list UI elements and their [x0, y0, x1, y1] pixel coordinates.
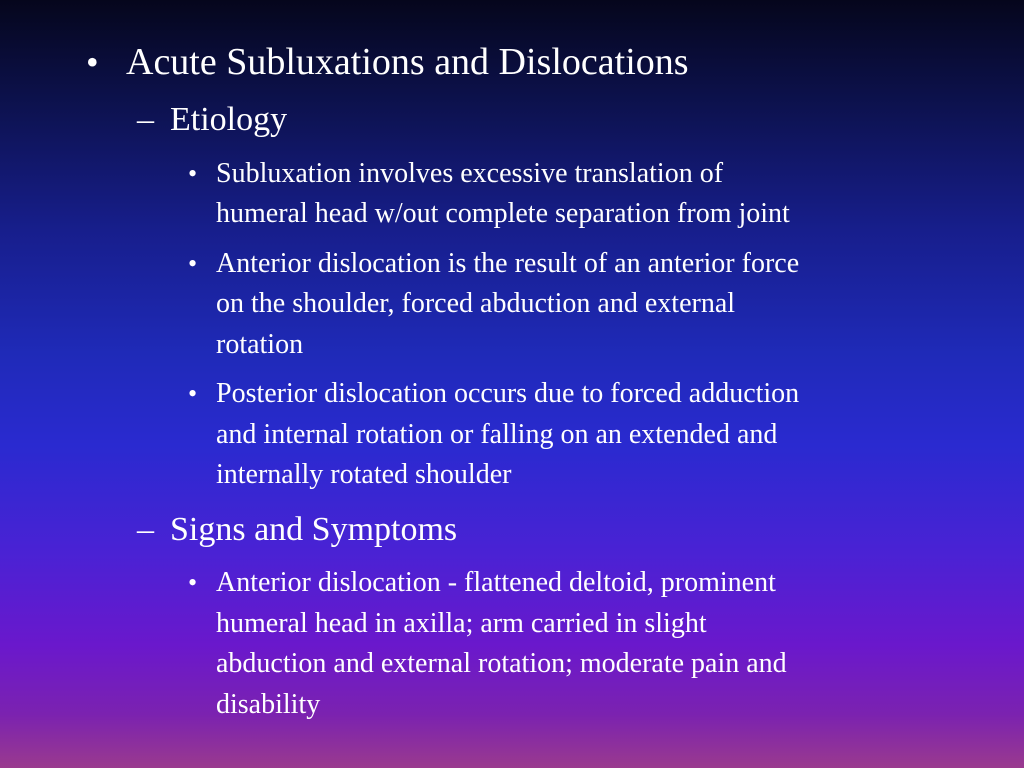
list-item-line: humeral head w/out complete separation from joint [216, 198, 790, 229]
list-item-bullet: • [188, 249, 198, 278]
section-dash: – [137, 101, 154, 138]
list-item-line: internally rotated shoulder [216, 459, 512, 490]
list-item-line: Subluxation involves excessive translation of [216, 158, 724, 189]
list-item-line: disability [216, 689, 321, 720]
list-item-line: abduction and external rotation; moderate pain and [216, 648, 787, 679]
heading-bullet: • [86, 42, 99, 82]
slide-heading: Acute Subluxations and Dislocations [126, 41, 689, 83]
list-item-line: Anterior dislocation is the result of an anterior force [216, 248, 800, 279]
list-item-line: Anterior dislocation - flattened deltoid, prominent [216, 567, 776, 598]
list-item-line: on the shoulder, forced abduction and external [216, 288, 736, 319]
list-item-bullet: • [188, 159, 198, 188]
list-item-bullet: • [188, 379, 198, 408]
section-title-signs-symptoms: Signs and Symptoms [170, 511, 458, 548]
list-item-line: humeral head in axilla; arm carried in slight [216, 608, 707, 639]
list-item-line: rotation [216, 329, 304, 360]
list-item-line: Posterior dislocation occurs due to forced adduction [216, 378, 800, 409]
section-title-etiology: Etiology [170, 101, 288, 138]
list-item-line: and internal rotation or falling on an extended and [216, 419, 778, 450]
list-item-bullet: • [188, 568, 198, 597]
section-dash: – [137, 511, 154, 548]
